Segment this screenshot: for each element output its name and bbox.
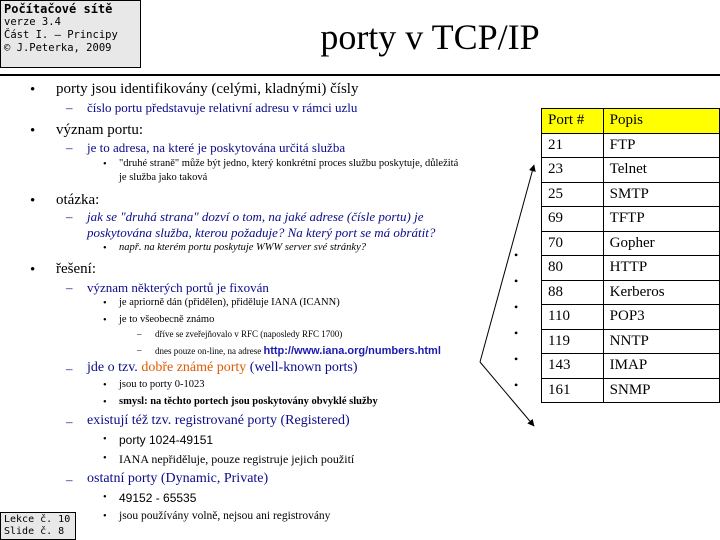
port-description-cell: HTTP [603, 256, 719, 281]
dash-icon: – [66, 472, 73, 487]
course-title: Počítačové sítě [4, 2, 113, 16]
port-number-cell: 88 [542, 280, 604, 305]
bullet-icon: • [30, 193, 36, 209]
bullet-icon: • [103, 243, 107, 254]
course-author: © J.Peterka, 2009 [4, 42, 112, 54]
table-header-row [542, 109, 720, 134]
dash-icon: – [66, 209, 73, 224]
bullet-identifiers: porty jsou identifikovány (celými, kladnými) čísly [56, 81, 359, 97]
bullet-icon: • [103, 380, 107, 391]
bullet-port-meaning: význam portu: [56, 122, 144, 138]
table-row [542, 182, 720, 207]
table-row [542, 378, 720, 403]
arrow-up [480, 165, 534, 362]
dash-icon: – [137, 329, 142, 339]
port-number-cell: 119 [542, 329, 604, 354]
port-description-cell: SNMP [603, 378, 719, 403]
iana-link[interactable]: http://www.iana.org/numbers.html [263, 345, 441, 357]
sub-relative-address: číslo portu představuje relativní adresu v rámci uzlu [87, 100, 358, 115]
question-line2: poskytována služba, kterou požaduje? Na který port se má obrátit? [87, 225, 436, 240]
dash-icon: – [66, 361, 73, 376]
port-number-cell: 143 [542, 354, 604, 379]
slide-info-box [0, 512, 76, 540]
bullet-icon: • [103, 511, 107, 522]
port-description-cell: Gopher [603, 231, 719, 256]
arrow-down [480, 362, 534, 426]
dash-icon: – [66, 100, 73, 115]
lesson-number: Lekce č. 10 [4, 514, 71, 525]
slide-title: porty v TCP/IP [320, 17, 540, 57]
note-rfc-published: dříve se zveřejňovalo v RFC (naposledy RFC 1700) [155, 329, 343, 339]
header-port: Port # [542, 109, 604, 134]
dash-icon: – [66, 140, 73, 155]
note-online-only-text: dnes pouze on-line, na adrese [155, 346, 262, 356]
bullet-icon: • [30, 262, 36, 278]
port-description-cell: Telnet [603, 158, 719, 183]
bullet-icon: • [514, 326, 519, 340]
well-known-pre: jde o tzv. [87, 360, 138, 375]
bullet-icon: • [514, 378, 519, 392]
bullet-icon: • [514, 352, 519, 366]
question-line1: jak se "druhá strana" dozví o tom, na jaké adrese (čísle portu) je [87, 209, 424, 224]
port-number-cell: 69 [542, 207, 604, 232]
bullet-icon: • [514, 274, 519, 288]
note-range-0-1023: jsou to porty 0-1023 [119, 379, 205, 390]
bullet-icon: • [103, 434, 107, 445]
port-number-cell: 110 [542, 305, 604, 330]
course-part: Část I. – Principy [4, 29, 118, 41]
well-known-post: (well-known ports) [249, 360, 358, 375]
table-row [542, 280, 720, 305]
port-description-cell: IMAP [603, 354, 719, 379]
port-description-cell: POP3 [603, 305, 719, 330]
table-row [542, 329, 720, 354]
table-row [542, 354, 720, 379]
port-number-cell: 23 [542, 158, 604, 183]
bullet-icon: • [514, 300, 519, 314]
header-description: Popis [603, 109, 719, 134]
bullet-question: otázka: [56, 192, 100, 208]
port-number-cell: 80 [542, 256, 604, 281]
sub-fixed-ports: význam některých portů je fixován [87, 280, 269, 295]
sub-service-address: je to adresa, na které je poskytována určitá služba [87, 140, 346, 155]
bullet-icon: • [103, 492, 107, 503]
port-number-cell: 70 [542, 231, 604, 256]
note-other-side-line2: je služba jako taková [119, 172, 208, 183]
port-description-cell: SMTP [603, 182, 719, 207]
sub-registered: existují též tzv. registrované porty (Registered) [87, 413, 350, 428]
bullet-icon: • [103, 315, 107, 326]
bullet-icon: • [103, 298, 107, 309]
bullet-icon: • [103, 453, 107, 464]
port-description-cell: FTP [603, 133, 719, 158]
bullet-icon: • [30, 82, 36, 98]
note-usual-services: smysl: na těchto portech jsou poskytovány obvyklé služby [119, 396, 378, 407]
course-version: verze 3.4 [4, 16, 61, 28]
port-number-cell: 21 [542, 133, 604, 158]
slide-number: Slide č. 8 [4, 526, 65, 537]
port-number-cell: 25 [542, 182, 604, 207]
note-free-use: jsou používány volně, nejsou ani registrovány [119, 510, 331, 522]
note-range-registered: porty 1024-49151 [119, 433, 214, 447]
dash-icon: – [66, 280, 73, 295]
note-commonly-known: je to všeobecně známo [119, 314, 215, 325]
question-example: např. na kterém portu poskytuje WWW server své stránky? [119, 242, 366, 253]
note-range-dynamic: 49152 - 65535 [119, 491, 197, 505]
dash-icon: – [137, 345, 142, 355]
note-iana-assigns: je apriorně dán (přidělen), přiděluje IANA (ICANN) [119, 297, 340, 308]
port-table [541, 108, 720, 403]
port-description-cell: TFTP [603, 207, 719, 232]
note-other-side-line1: "druhé straně" může být jedno, který konkrétní proces službu poskytuje, důležitá [119, 158, 459, 169]
note-iana-registers: IANA nepřiděluje, pouze registruje jejich použití [119, 452, 355, 466]
bullet-icon: • [103, 159, 107, 170]
table-row [542, 207, 720, 232]
bullet-icon: • [103, 397, 107, 408]
dash-icon: – [66, 414, 73, 429]
sub-dynamic: ostatní porty (Dynamic, Private) [87, 471, 269, 486]
bullet-icon: • [514, 248, 519, 262]
port-description-cell: Kerberos [603, 280, 719, 305]
table-row [542, 231, 720, 256]
bullet-solution: řešení: [56, 261, 96, 277]
well-known-highlight: dobře známé porty [141, 360, 247, 375]
port-number-cell: 161 [542, 378, 604, 403]
table-row [542, 158, 720, 183]
table-row [542, 133, 720, 158]
port-description-cell: NNTP [603, 329, 719, 354]
table-row [542, 305, 720, 330]
table-row [542, 256, 720, 281]
bullet-icon: • [30, 123, 36, 139]
